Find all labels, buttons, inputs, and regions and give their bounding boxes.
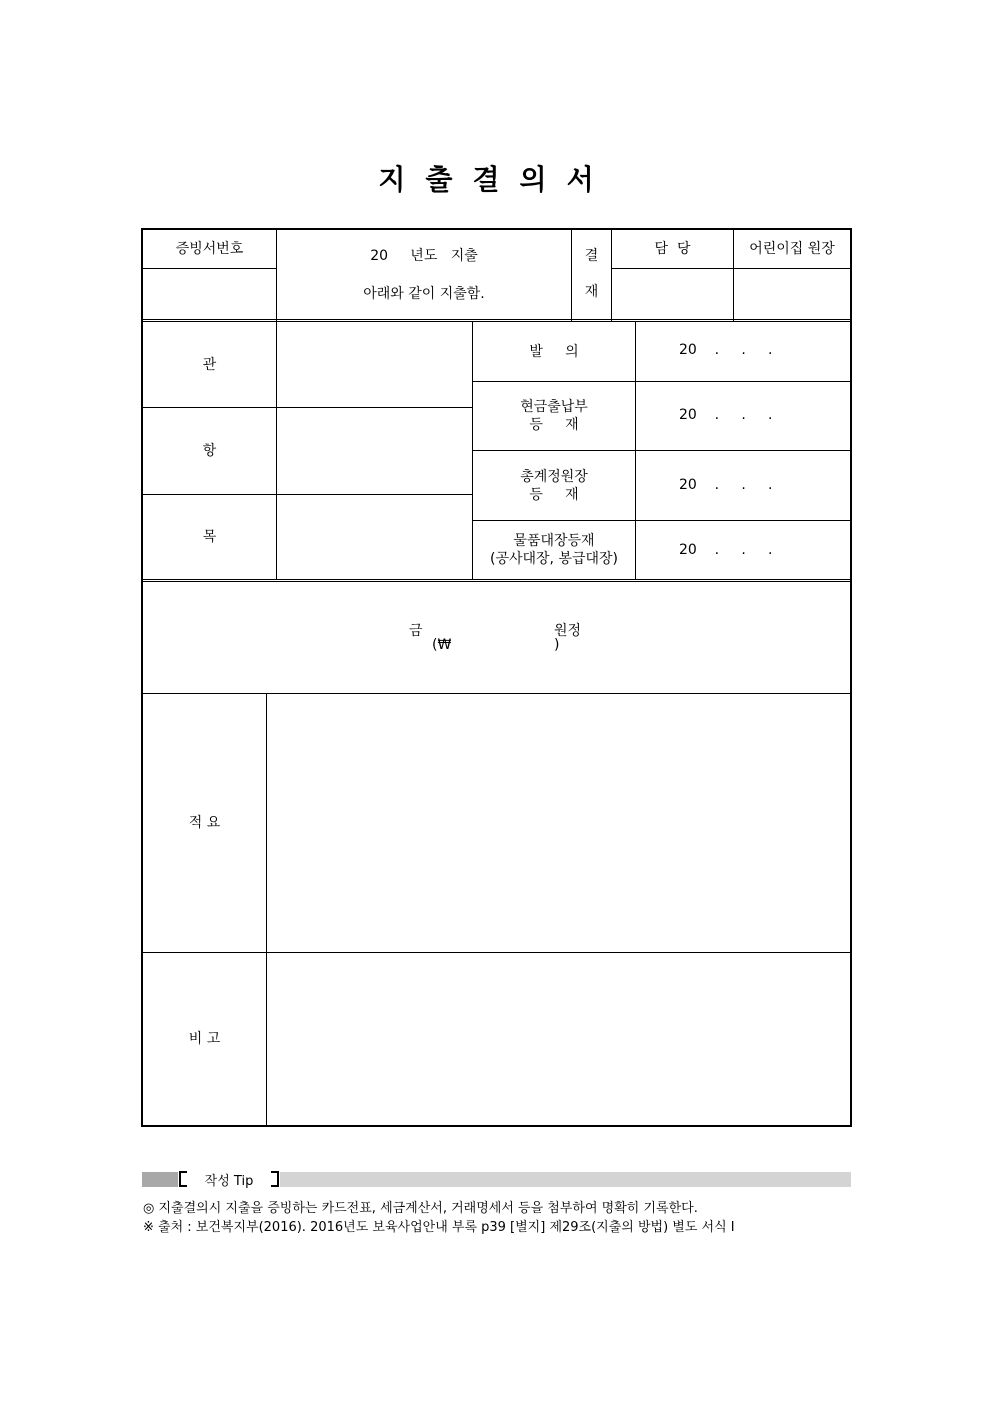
remarks-label: 비 고 bbox=[188, 1031, 221, 1047]
goods-ledger-label: 물품대장등재 (공사대장, 봉급대장) bbox=[489, 533, 619, 567]
charge-signature-box[interactable] bbox=[612, 269, 733, 319]
amount-suffix: 원정 bbox=[554, 623, 582, 639]
mok-field[interactable] bbox=[277, 495, 472, 579]
director-signature-box[interactable] bbox=[734, 269, 850, 319]
summary-label: 적 요 bbox=[188, 815, 221, 831]
balui-label: 발 의 bbox=[529, 343, 579, 360]
general-ledger-date[interactable]: 20 . . . bbox=[679, 477, 773, 493]
hang-label: 항 bbox=[202, 443, 217, 459]
expense-statement: 아래와 같이 지출함. bbox=[363, 286, 485, 302]
charge-label: 담 당 bbox=[654, 241, 691, 257]
approval-label-1: 결 bbox=[584, 248, 599, 264]
tip-line-2: ※ 출처 : 보건복지부(2016). 2016년도 보육사업안내 부록 p39 [별지] 제29조(지출의 방법) 별도 서식 I bbox=[143, 1220, 735, 1235]
document-title: 지출결의서 bbox=[378, 163, 614, 196]
amount-prefix: 금 bbox=[409, 623, 423, 639]
mok-label: 목 bbox=[202, 529, 217, 545]
table-bottom-border bbox=[141, 1125, 852, 1127]
general-ledger-label: 총계정원장 등 재 bbox=[520, 468, 588, 503]
approval-label-2: 재 bbox=[584, 284, 599, 300]
gwan-label: 관 bbox=[202, 356, 217, 373]
director-label: 어린이집 원장 bbox=[749, 241, 835, 257]
gwan-field[interactable] bbox=[277, 322, 472, 407]
proof-no-label: 증빙서번호 bbox=[175, 241, 244, 257]
summary-field[interactable] bbox=[267, 694, 850, 952]
goods-ledger-date[interactable]: 20 . . . bbox=[679, 542, 773, 558]
tip-label: 작성 Tip bbox=[178, 1169, 280, 1189]
cash-ledger-label: 현금출납부 등 재 bbox=[520, 399, 588, 433]
tip-line-1: ◎ 지출결의시 지출을 증빙하는 카드전표, 세금계산서, 거래명세서 등을 첨부하여 명확히 기록한다. bbox=[143, 1201, 698, 1216]
balui-date[interactable]: 20 . . . bbox=[679, 342, 773, 358]
cash-ledger-date[interactable]: 20 . . . bbox=[679, 407, 773, 423]
proof-no-field[interactable] bbox=[143, 269, 276, 319]
won-close: ) bbox=[554, 637, 560, 653]
tip-bracket-left bbox=[179, 1171, 187, 1187]
amount-field[interactable] bbox=[430, 614, 550, 658]
hang-field[interactable] bbox=[277, 408, 472, 494]
year-expense-line: 20 년도 지출 bbox=[370, 248, 478, 264]
tip-bracket-right bbox=[271, 1171, 279, 1187]
won-open: (₩ bbox=[432, 637, 452, 653]
remarks-field[interactable] bbox=[267, 953, 850, 1125]
